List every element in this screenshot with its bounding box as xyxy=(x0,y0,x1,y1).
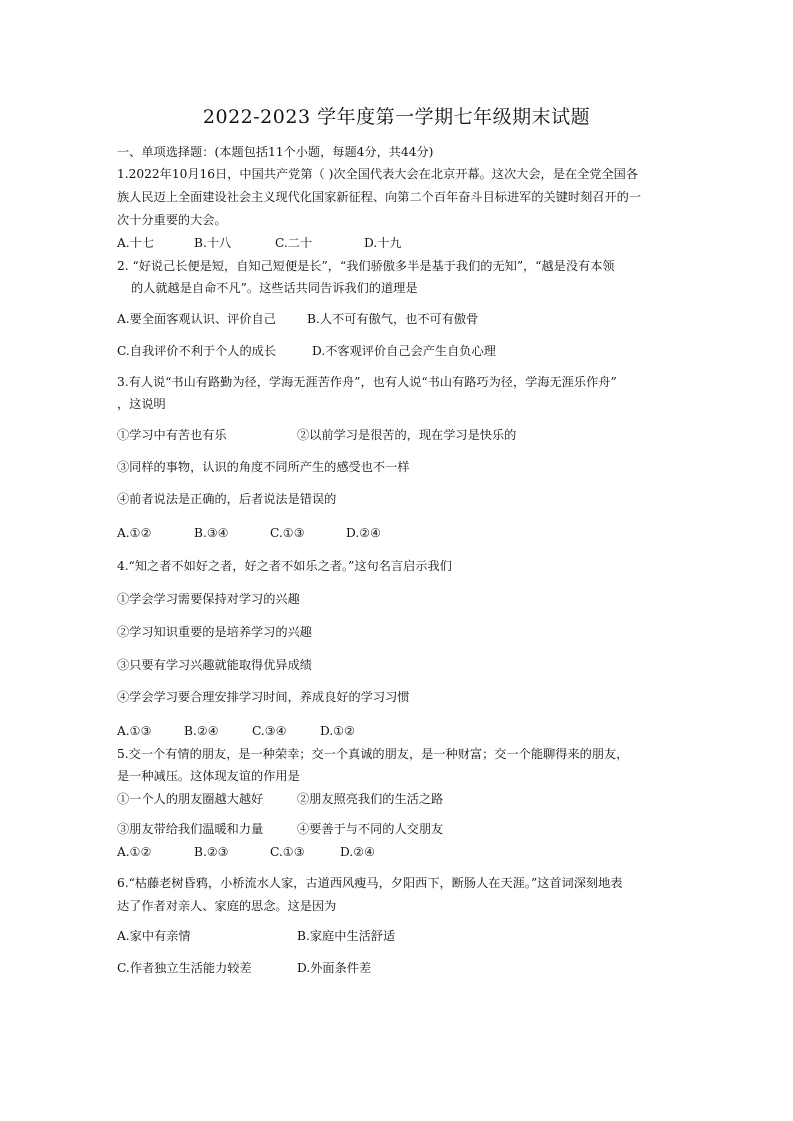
q2-option-c: C.自我评价不利于个人的成长 xyxy=(117,344,277,358)
q4-option-d: D.①② xyxy=(320,724,356,738)
q4-line-1: 4.“知之者不如好之者，好之者不如乐之者。”这句名言启示我们 xyxy=(117,559,452,573)
q5-option-d: D.②④ xyxy=(340,845,376,859)
exam-title: 2022-2023 学年度第一学期七年级期末试题 xyxy=(202,106,591,128)
q6-option-a: A.家中有亲情 xyxy=(117,929,191,943)
q5-item-1: ①一个人的朋友圈越大越好 xyxy=(117,792,264,806)
q1-option-c: C.二十 xyxy=(275,236,313,250)
q2-option-b: B.人不可有傲气，也不可有傲骨 xyxy=(307,312,479,326)
q1-option-d: D.十九 xyxy=(364,236,402,250)
q2-line-2: 的人就越是自命不凡”。这些话共同告诉我们的道理是 xyxy=(131,281,418,295)
q2-option-d: D.不客观评价自己会产生自负心理 xyxy=(312,344,496,358)
q1-line-1: 1.2022年10月16日，中国共产党第（ )次全国代表大会在北京开幕。这次大会，是在全党全国各 xyxy=(117,167,639,181)
q6-line-1: 6.“枯藤老树昏鸦，小桥流水人家，古道西风瘦马，夕阳西下，断肠人在天涯。”这首词深刻地表 xyxy=(117,876,623,890)
q5-line-2: 是一种减压。这体现友谊的作用是 xyxy=(117,769,300,783)
q3-option-d: D.②④ xyxy=(346,526,382,540)
q4-item-1: ①学会学习需要保持对学习的兴趣 xyxy=(117,592,300,606)
q6-option-b: B.家庭中生活舒适 xyxy=(297,929,396,943)
q3-option-a: A.①② xyxy=(117,526,152,540)
q3-item-1: ①学习中有苦也有乐 xyxy=(117,428,227,442)
q6-option-d: D.外面条件差 xyxy=(297,961,372,975)
q3-option-c: C.①③ xyxy=(270,526,305,540)
q1-line-2: 族人民迈上全面建设社会主义现代化国家新征程、向第二个百年奋斗目标进军的关键时刻召开的一 xyxy=(117,190,642,204)
q4-option-b: B.②④ xyxy=(184,724,219,738)
q4-option-a: A.①③ xyxy=(117,724,152,738)
q5-option-a: A.①② xyxy=(117,845,152,859)
q1-option-b: B.十八 xyxy=(194,236,232,250)
q3-item-2: ②以前学习是很苦的，现在学习是快乐的 xyxy=(297,428,517,442)
q3-option-b: B.③④ xyxy=(194,526,229,540)
q4-item-4: ④学会学习要合理安排学习时间，养成良好的学习习惯 xyxy=(117,690,410,704)
q3-line-2: ，这说明 xyxy=(117,397,166,411)
q4-item-2: ②学习知识重要的是培养学习的兴趣 xyxy=(117,625,312,639)
q6-line-2: 达了作者对亲人、家庭的思念。这是因为 xyxy=(117,899,337,913)
q1-line-3: 次十分重要的大会。 xyxy=(117,213,227,227)
q3-item-3: ③同样的事物，认识的角度不同所产生的感受也不一样 xyxy=(117,460,410,474)
q6-option-c: C.作者独立生活能力较差 xyxy=(117,961,252,975)
q3-line-1: 3.有人说“书山有路勤为径，学海无涯苦作舟”，也有人说“书山有路巧为径，学海无涯乐作舟” xyxy=(117,375,617,389)
section-heading: 一、单项选择题：(本题包括11个小题，每题4分，共44分) xyxy=(117,145,434,159)
q4-item-3: ③只要有学习兴趣就能取得优异成绩 xyxy=(117,658,312,672)
q2-line-1: 2. “好说己长便是短，自知己短便是长”，“我们骄傲多半是基于我们的无知”，“越是没有本领 xyxy=(117,259,615,273)
q4-option-c: C.③④ xyxy=(252,724,287,738)
q5-item-2: ②朋友照亮我们的生活之路 xyxy=(297,792,444,806)
q5-item-3: ③朋友带给我们温暖和力量 xyxy=(117,822,264,836)
q5-item-4: ④要善于与不同的人交朋友 xyxy=(297,822,444,836)
q3-item-4: ④前者说法是正确的，后者说法是错误的 xyxy=(117,492,337,506)
q5-line-1: 5.交一个有情的朋友，是一种荣幸；交一个真诚的朋友，是一种财富；交一个能聊得来的朋友， xyxy=(117,747,629,761)
q2-option-a: A.要全面客观认识、评价自己 xyxy=(117,312,276,326)
q1-option-a: A.十七 xyxy=(117,236,155,250)
q5-option-c: C.①③ xyxy=(270,845,305,859)
q5-option-b: B.②③ xyxy=(194,845,229,859)
